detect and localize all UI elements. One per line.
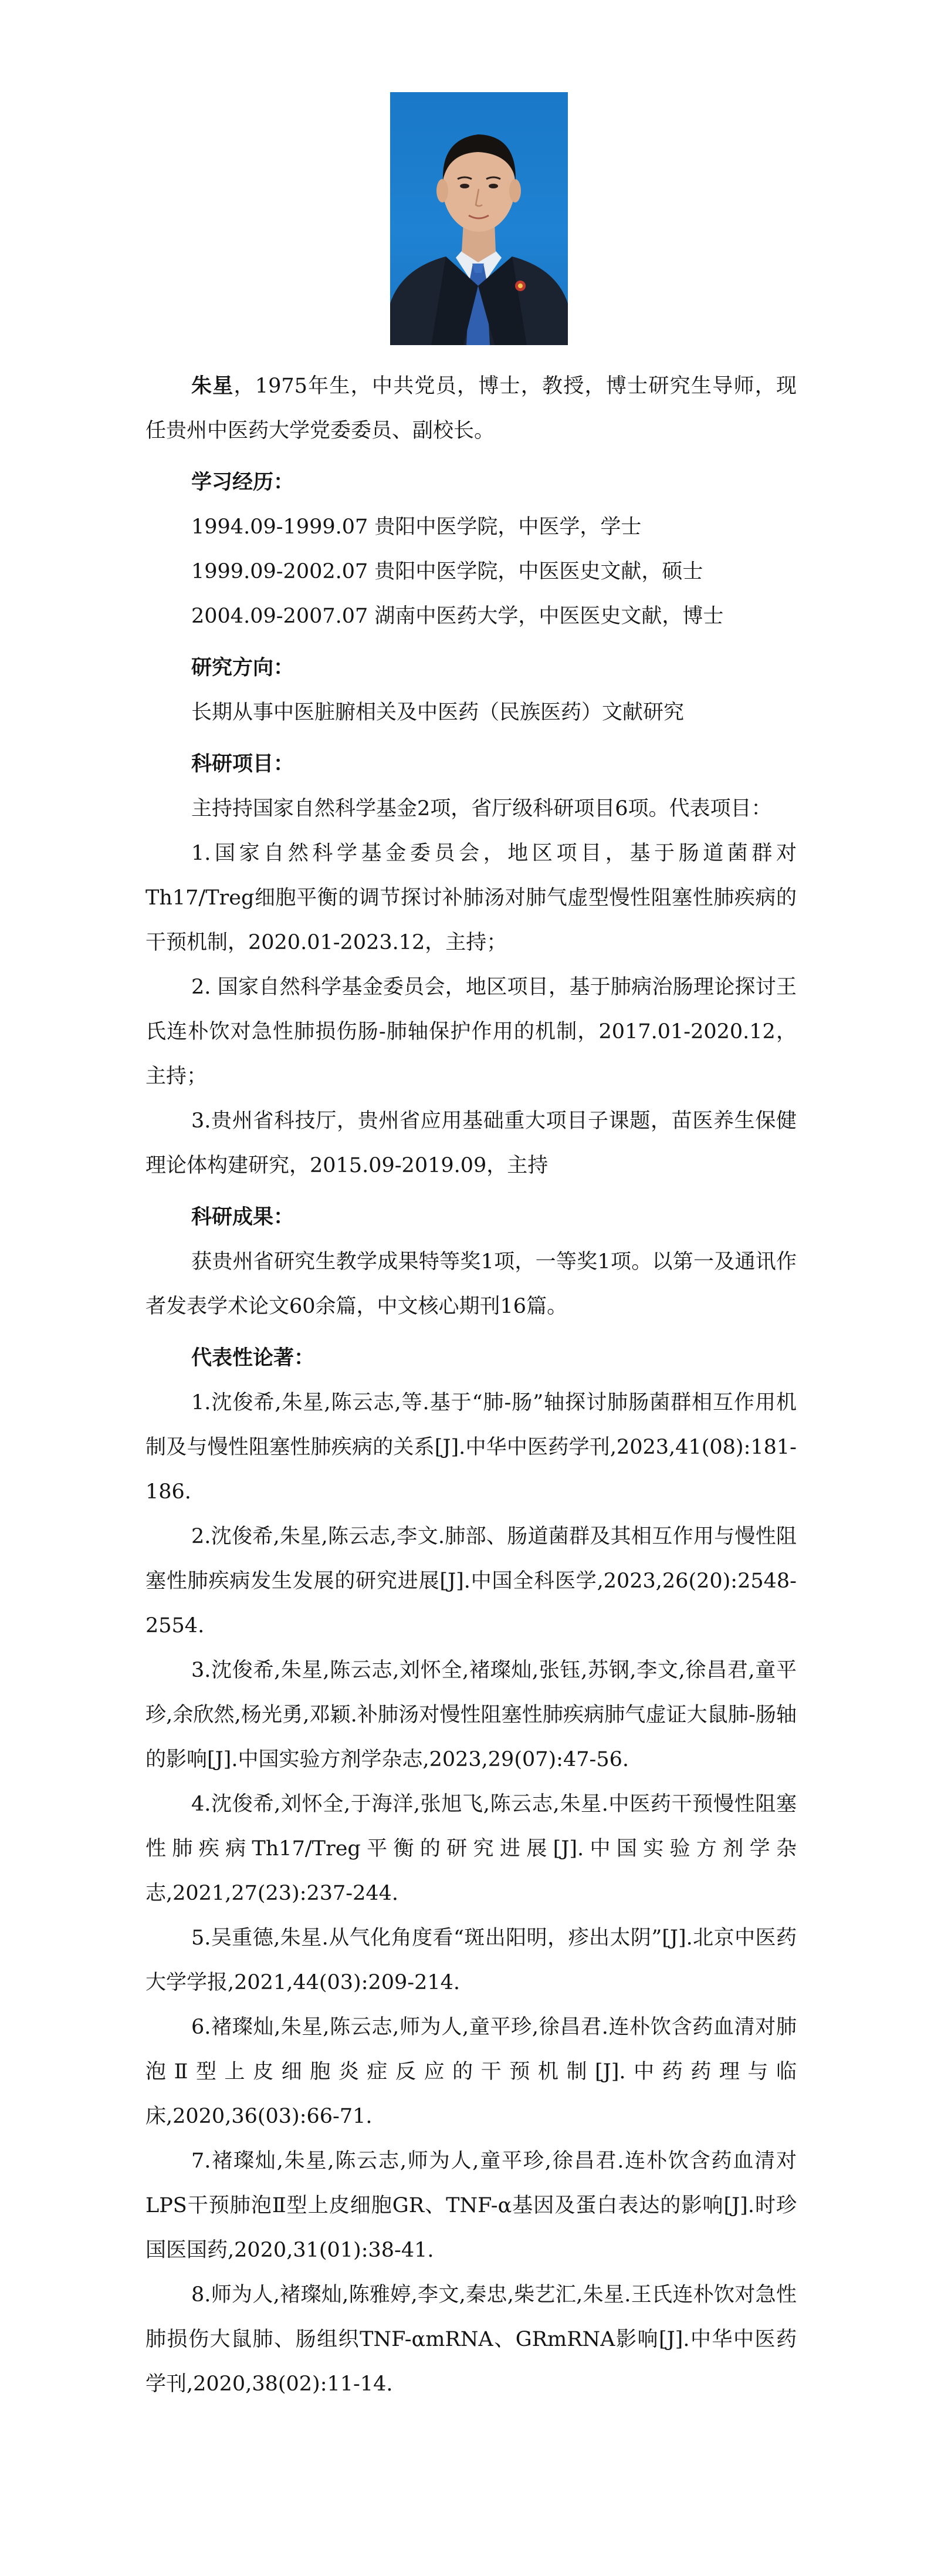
portrait-photo bbox=[390, 92, 568, 345]
achievements-heading: 科研成果： bbox=[191, 1205, 294, 1229]
project-item: 1.国家自然科学基金委员会，地区项目，基于肠道菌群对Th17/Treg细胞平衡的调节探讨补肺汤对肺气虚型慢性阻塞性肺疾病的干预机制，2020.01-2023.12，主持； bbox=[145, 842, 797, 954]
publication-item: 4.沈俊希,刘怀全,于海洋,张旭飞,陈云志,朱星.中医药干预慢性阻塞性肺疾病Th17/Treg平衡的研究进展[J].中国实验方剂学杂志,2021,27(23):237-244. bbox=[145, 1792, 797, 1905]
education-heading: 学习经历： bbox=[191, 470, 294, 494]
publication-item: 2.沈俊希,朱星,陈云志,李文.肺部、肠道菌群及其相互作用与慢性阻塞性肺疾病发生发展的研究进展[J].中国全科医学,2023,26(20):2548-2554. bbox=[145, 1525, 797, 1638]
education-item: 2004.09-2007.07 湖南中医药大学，中医医史文献，博士 bbox=[191, 605, 724, 628]
publication-item: 6.褚璨灿,朱星,陈云志,师为人,童平珍,徐昌君.连朴饮含药血清对肺泡Ⅱ型上皮细胞炎症反应的干预机制[J].中药药理与临床,2020,36(03):66-71. bbox=[145, 2015, 797, 2128]
intro-text: ，1975年生，中共党员，博士，教授，博士研究生导师，现任贵州中医药大学党委委员、副校长。 bbox=[145, 374, 797, 443]
person-name: 朱星 bbox=[191, 374, 234, 398]
education-item: 1994.09-1999.07 贵阳中医学院，中医学，学士 bbox=[191, 515, 642, 539]
publications-heading: 代表性论著： bbox=[191, 1346, 315, 1370]
publication-item: 1.沈俊希,朱星,陈云志,等.基于“肺-肠”轴探讨肺肠菌群相互作用机制及与慢性阻塞性肺疾病的关系[J].中华中医药学刊,2023,41(08):181-186. bbox=[145, 1391, 797, 1504]
achievements-text: 获贵州省研究生教学成果特等奖1项，一等奖1项。以第一及通讯作者发表学术论文60余篇，中文核心期刊16篇。 bbox=[145, 1250, 797, 1318]
projects-heading: 科研项目： bbox=[191, 752, 294, 776]
publication-item: 7.褚璨灿,朱星,陈云志,师为人,童平珍,徐昌君.连朴饮含药血清对LPS干预肺泡Ⅱ型上皮细胞GR、TNF-α基因及蛋白表达的影响[J].时珍国医国药,2020,31(01):38-41. bbox=[145, 2149, 797, 2262]
research-heading: 研究方向： bbox=[191, 656, 294, 680]
intro-paragraph bbox=[145, 364, 797, 453]
profile-content bbox=[145, 364, 797, 2406]
publication-item: 8.师为人,褚璨灿,陈雅婷,李文,秦忠,柴艺汇,朱星.王氏连朴饮对急性肺损伤大鼠肺、肠组织TNF-αmRNA、GRmRNA影响[J].中华中医药学刊,2020,38(02):11-14. bbox=[145, 2283, 797, 2396]
publication-item: 5.吴重德,朱星.从气化角度看“斑出阳明，疹出太阴”[J].北京中医药大学学报,2021,44(03):209-214. bbox=[145, 1926, 797, 1994]
project-item: 2. 国家自然科学基金委员会，地区项目，基于肺病治肠理论探讨王氏连朴饮对急性肺损伤肠-肺轴保护作用的机制，2017.01-2020.12，主持； bbox=[145, 975, 797, 1088]
research-text: 长期从事中医脏腑相关及中医药（民族医药）文献研究 bbox=[191, 701, 685, 724]
publication-item: 3.沈俊希,朱星,陈云志,刘怀全,褚璨灿,张钰,苏钢,李文,徐昌君,童平珍,余欣然,杨光勇,邓颖.补肺汤对慢性阻塞性肺疾病肺气虚证大鼠肺-肠轴的影响[J].中国实验方剂学杂志,2023,29(07):47-56. bbox=[145, 1659, 797, 1771]
projects-summary: 主持持国家自然科学基金2项，省厅级科研项目6项。代表项目： bbox=[191, 797, 772, 821]
project-item: 3.贵州省科技厅，贵州省应用基础重大项目子课题，苗医养生保健理论体构建研究，2015.09-2019.09，主持 bbox=[145, 1109, 797, 1177]
portrait-illustration bbox=[390, 92, 568, 345]
education-item: 1999.09-2002.07 贵阳中医学院，中医医史文献，硕士 bbox=[191, 560, 703, 583]
